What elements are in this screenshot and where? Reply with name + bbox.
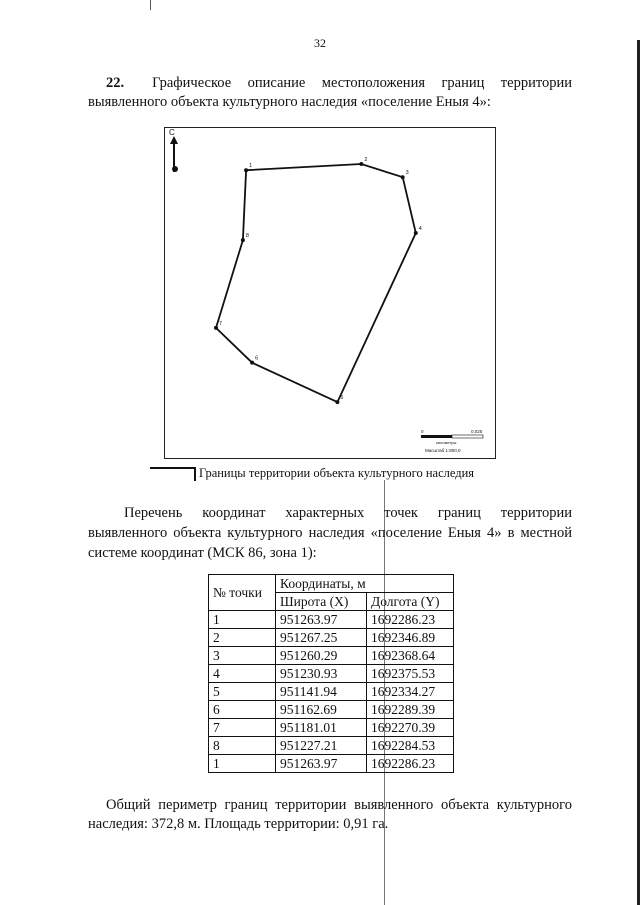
header-longitude: Долгота (Y) xyxy=(367,593,454,611)
header-coordinates: Координаты, м xyxy=(276,575,454,593)
boundary-point-label: 4 xyxy=(418,226,422,233)
boundary-point xyxy=(359,162,363,166)
longitude-cell: 1692346.89 xyxy=(367,629,454,647)
point-cell: 7 xyxy=(209,719,276,737)
longitude-cell: 1692270.39 xyxy=(367,719,454,737)
scale-unit: километры xyxy=(436,440,457,445)
point-cell: 8 xyxy=(209,737,276,755)
scale-bar-light xyxy=(452,435,483,438)
coordinates-intro xyxy=(88,503,572,563)
header-point: № точки xyxy=(209,575,276,611)
table-row xyxy=(209,629,454,647)
boundary-point xyxy=(335,400,339,404)
latitude-cell: 951227.21 xyxy=(276,737,367,755)
legend-boundary-swatch xyxy=(150,467,196,481)
legend-label: Границы территории объекта культурного наследия xyxy=(199,466,475,480)
latitude-cell: 951260.29 xyxy=(276,647,367,665)
header-latitude: Широта (X) xyxy=(276,593,367,611)
point-cell: 2 xyxy=(209,629,276,647)
table-row xyxy=(209,737,454,755)
table-row xyxy=(209,701,454,719)
point-cell: 1 xyxy=(209,755,276,773)
summary-text: Общий периметр границ территории выявленного объекта культурного наследия: 372,8 м. Площадь территории: 0,91 га. xyxy=(88,797,572,832)
section-heading xyxy=(88,74,572,112)
section-title: Графическое описание местоположения границ территории выявленного объекта культурного наследия «поселение Еныя 4»: xyxy=(88,75,572,110)
boundary-point xyxy=(241,238,245,242)
boundary-map xyxy=(164,127,496,459)
point-cell: 1 xyxy=(209,611,276,629)
point-cell: 6 xyxy=(209,701,276,719)
table-row xyxy=(209,719,454,737)
latitude-cell: 951263.97 xyxy=(276,755,367,773)
scan-mark xyxy=(150,0,151,10)
table-row xyxy=(209,665,454,683)
scale-bar-dark xyxy=(421,435,452,438)
coordinates-table xyxy=(208,574,454,773)
scale-end: 0,025 xyxy=(471,429,483,434)
summary-paragraph xyxy=(88,796,572,834)
section-number: 22. xyxy=(106,75,125,91)
boundary-point xyxy=(244,168,248,172)
boundary-point xyxy=(250,361,254,365)
table-row xyxy=(209,647,454,665)
longitude-cell: 1692286.23 xyxy=(367,611,454,629)
latitude-cell: 951230.93 xyxy=(276,665,367,683)
boundary-point-label: 3 xyxy=(405,170,409,177)
boundary-point-label: 1 xyxy=(249,163,253,170)
boundary-point xyxy=(214,326,218,330)
boundary-point-label: 5 xyxy=(340,395,344,402)
latitude-cell: 951162.69 xyxy=(276,701,367,719)
table-row xyxy=(209,611,454,629)
boundary-point-label: 6 xyxy=(255,355,259,362)
point-cell: 4 xyxy=(209,665,276,683)
longitude-cell: 1692286.23 xyxy=(367,755,454,773)
longitude-cell: 1692284.53 xyxy=(367,737,454,755)
north-label: С xyxy=(169,128,175,137)
latitude-cell: 951181.01 xyxy=(276,719,367,737)
scale-text: Масштаб 1:800,0 xyxy=(425,448,461,453)
longitude-cell: 1692334.27 xyxy=(367,683,454,701)
point-cell: 5 xyxy=(209,683,276,701)
table-row xyxy=(209,755,454,773)
boundary-point xyxy=(401,175,405,179)
boundary-point-label: 7 xyxy=(219,320,223,327)
boundary-polygon xyxy=(216,164,416,402)
boundary-point-label: 8 xyxy=(245,233,249,240)
page-number: 32 xyxy=(314,36,326,50)
latitude-cell: 951267.25 xyxy=(276,629,367,647)
longitude-cell: 1692375.53 xyxy=(367,665,454,683)
north-arrow-head xyxy=(170,136,178,144)
longitude-cell: 1692289.39 xyxy=(367,701,454,719)
boundary-point-label: 2 xyxy=(364,157,368,163)
longitude-cell: 1692368.64 xyxy=(367,647,454,665)
scale-start: 0 xyxy=(421,429,424,434)
latitude-cell: 951263.97 xyxy=(276,611,367,629)
north-arrow-base xyxy=(172,166,178,172)
boundary-point xyxy=(414,231,418,235)
map-canvas xyxy=(165,128,495,458)
point-cell: 3 xyxy=(209,647,276,665)
latitude-cell: 951141.94 xyxy=(276,683,367,701)
map-legend xyxy=(150,466,474,481)
table-row xyxy=(209,683,454,701)
coordinates-intro-text: Перечень координат характерных точек границ территории выявленного объекта культурного наследия «поселение Еныя 4» в местной системе координат (МСК 86, зона 1): xyxy=(88,505,572,561)
